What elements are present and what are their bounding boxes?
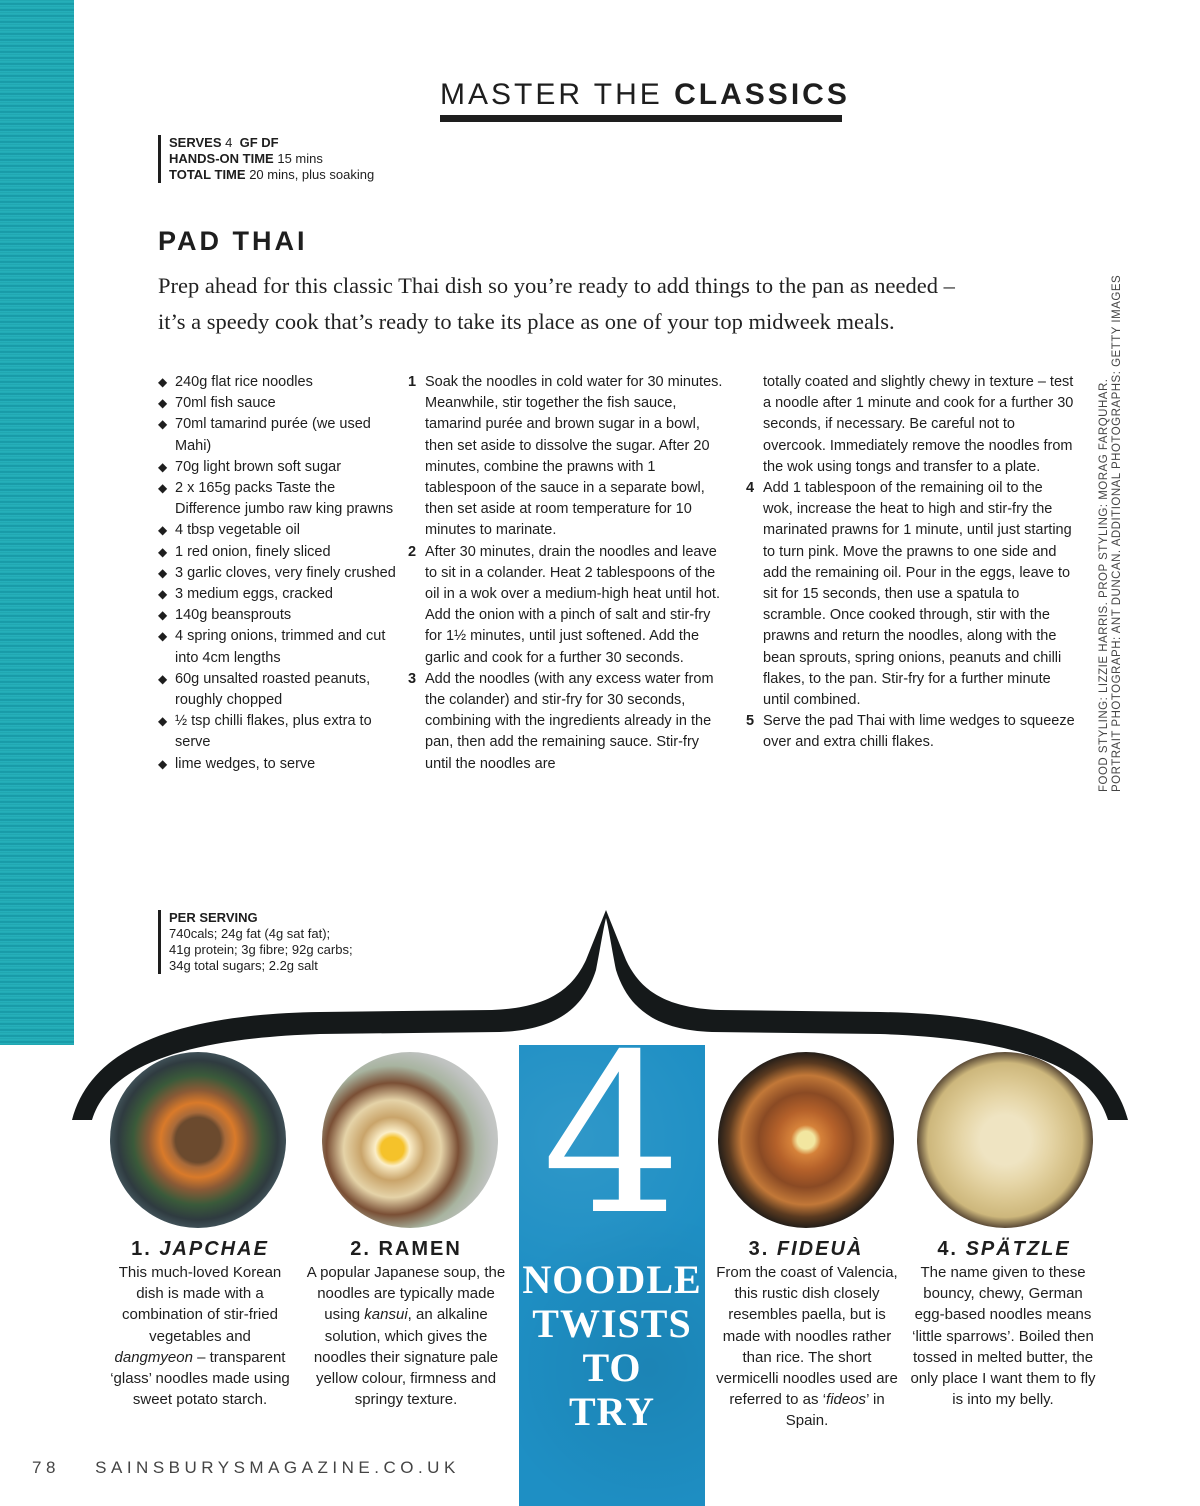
ingredient-item: ◆ 3 garlic cloves, very finely crushed bbox=[158, 563, 398, 584]
ingredient-item: ◆ 70ml tamarind purée (we used Mahi) bbox=[158, 414, 398, 456]
decorative-teal-strip bbox=[0, 0, 74, 1045]
dish-heading-spatzle: 4. SPÄTZLE bbox=[937, 1238, 1071, 1260]
recipe-intro: Prep ahead for this classic Thai dish so you’re ready to add things to the pan as needed – it’s a speedy cook that’s ready to take its place as one of your top midweek meals. bbox=[158, 273, 955, 334]
dish-heading-ramen: 2. RAMEN bbox=[350, 1238, 462, 1260]
feature-number: 4 bbox=[542, 1007, 682, 1263]
spatzle-photo bbox=[917, 1052, 1093, 1228]
method-step: 4 Add 1 tablespoon of the remaining oil to the wok, increase the heat to high and stir-fry the marinated prawns for 1 minute, until just starting to turn pink. Move the prawns to one side and add the remaining oil. Pour in the eggs, leave to sit for 15 seconds, then use a spatula to scramble. Once cooked through, stir with the prawns and return the noodles, along with the bean sprouts, spring onions, peanuts and chilli flakes, to the pan. Stir-fry for a further minute until combined. bbox=[746, 480, 1072, 709]
japchae-photo bbox=[110, 1052, 286, 1228]
method-step: 3 Add the noodles (with any excess water from the colander) and stir-fry for 30 seconds, combining with the ingredients already in the pan, then add the remaining sauce. Stir-fry until the noodles are bbox=[408, 670, 714, 772]
recipe-title: PAD THAI bbox=[158, 226, 308, 256]
dish-description-fideua: From the coast of Valencia, this rustic dish closely resembles paella, but is made with noodles rather than rice. The short vermicelli noodles used are referred to as ‘fideos’ in Spain. bbox=[716, 1264, 898, 1430]
method-column-2 bbox=[746, 372, 1076, 754]
recipe-meta: SERVES 4 GF DF HANDS-ON TIME 15 mins TOTAL TIME 20 mins, plus soaking bbox=[158, 135, 374, 183]
ingredients-list bbox=[158, 372, 398, 775]
ingredient-item: ◆ lime wedges, to serve bbox=[158, 754, 398, 775]
dish-description-ramen: A popular Japanese soup, the noodles are typically made using kansui, an alkaline solution, which gives the noodles their signature pale yellow colour, firmness and springy texture. bbox=[306, 1264, 506, 1409]
method-column-1 bbox=[408, 372, 728, 775]
dish-heading-japchae: 1. JAPCHAE bbox=[131, 1238, 269, 1260]
ingredient-item: ◆ 3 medium eggs, cracked bbox=[158, 584, 398, 605]
ramen-photo bbox=[322, 1052, 498, 1228]
dish-description-spatzle: The name given to these bouncy, chewy, German egg-based noodles means ‘little sparrows’. Boiled then tossed in melted butter, the only place I want them to fly is into my belly. bbox=[910, 1264, 1096, 1409]
photo-credits: FOOD STYLING: LIZZIE HARRIS. PROP STYLING: MORAG FARQUHAR. PORTRAIT PHOTOGRAPH: ANT DUNCAN. ADDITIONAL PHOTOGRAPHS: GETTY IMAGES bbox=[1098, 274, 1123, 792]
ingredient-item: ◆ 4 tbsp vegetable oil bbox=[158, 520, 398, 541]
page-footer bbox=[32, 1458, 460, 1478]
nutrition-info: PER SERVING 740cals; 24g fat (4g sat fat); 41g protein; 3g fibre; 92g carbs; 34g total sugars; 2.2g salt bbox=[158, 910, 353, 974]
ingredient-item: ◆ 240g flat rice noodles bbox=[158, 372, 398, 393]
dish-description-japchae: This much-loved Korean dish is made with a combination of stir-fried vegetables and dangmyeon – transparent ‘glass’ noodles made using sweet potato starch. bbox=[110, 1264, 290, 1409]
ingredient-item: ◆ ½ tsp chilli flakes, plus extra to serve bbox=[158, 711, 398, 753]
feature-title: NOODLE TWISTS TO TRY bbox=[522, 1257, 702, 1434]
ingredient-item: ◆ 60g unsalted roasted peanuts, roughly chopped bbox=[158, 669, 398, 711]
ingredient-item: ◆ 4 spring onions, trimmed and cut into 4cm lengths bbox=[158, 626, 398, 668]
fideua-photo bbox=[718, 1052, 894, 1228]
method-step: 5 Serve the pad Thai with lime wedges to squeeze over and extra chilli flakes. bbox=[746, 713, 1075, 751]
page-number: 78 bbox=[32, 1458, 60, 1477]
ingredient-item: ◆ 2 x 165g packs Taste the Difference jumbo raw king prawns bbox=[158, 478, 398, 520]
section-title: MASTER THE CLASSICS bbox=[440, 78, 850, 111]
website-link[interactable]: SAINSBURYSMAGAZINE.CO.UK bbox=[95, 1458, 460, 1477]
dish-heading-fideua: 3. FIDEUÀ bbox=[748, 1238, 864, 1260]
method-step-continued: totally coated and slightly chewy in texture – test a noodle after 1 minute and cook for a further 30 seconds, if necessary. Be careful not to overcook. Immediately remove the noodles from the wok using tongs and transfer to a plate. bbox=[763, 374, 1074, 475]
ingredient-item: ◆ 1 red onion, finely sliced bbox=[158, 542, 398, 563]
method-step: 1 Soak the noodles in cold water for 30 minutes. Meanwhile, stir together the fish sauce, tamarind purée and brown sugar in a bowl, then set aside to dissolve the sugar. After 20 minutes, combine the prawns with 1 tablespoon of the sauce in a separate bowl, then set aside at room temperature for 10 minutes to marinate. bbox=[408, 374, 723, 539]
ingredient-item: ◆ 140g beansprouts bbox=[158, 605, 398, 626]
method-step: 2 After 30 minutes, drain the noodles and leave to sit in a colander. Heat 2 tablespoons of the oil in a wok over a medium-high heat until hot. Add the onion with a pinch of salt and stir-fry for 1½ minutes, until just softened. Add the garlic and cook for a further 30 seconds. bbox=[408, 543, 720, 666]
ingredient-item: ◆ 70g light brown soft sugar bbox=[158, 457, 398, 478]
title-underline bbox=[440, 115, 842, 122]
ingredient-item: ◆ 70ml fish sauce bbox=[158, 393, 398, 414]
